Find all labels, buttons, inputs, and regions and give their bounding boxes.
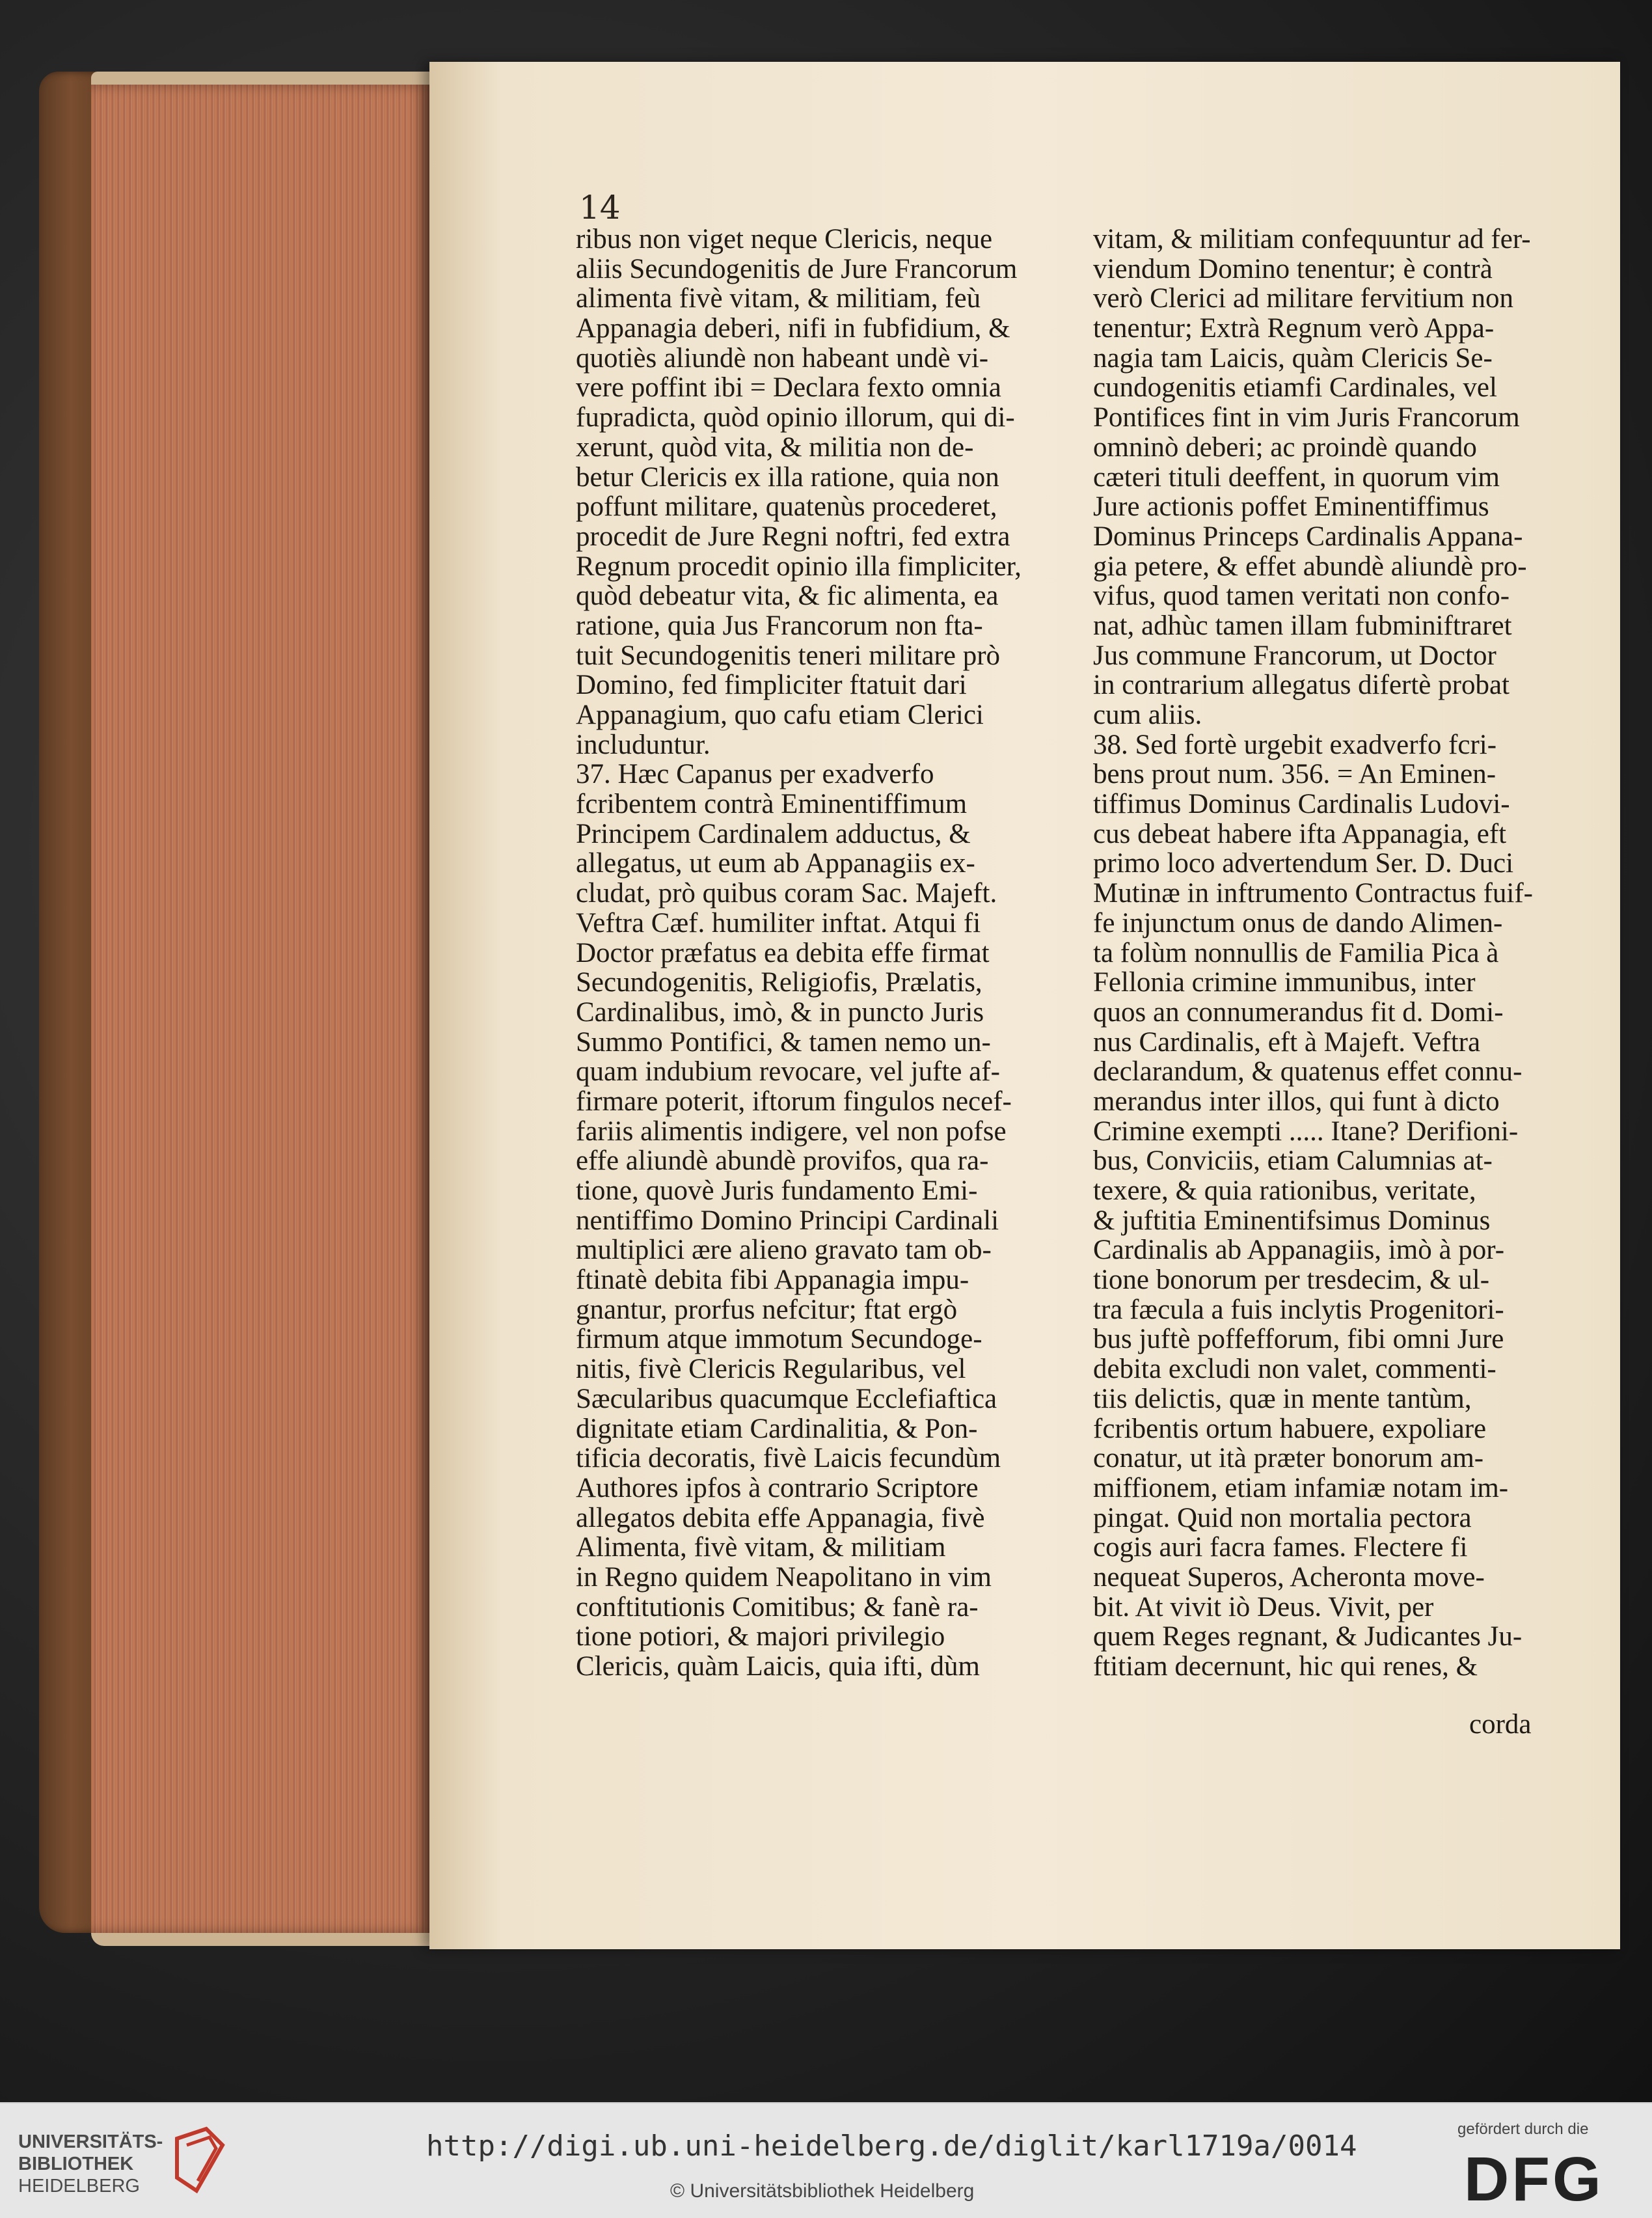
text-line: ftinatè debita fibi Appanagia impu-	[576, 1265, 969, 1296]
text-line: bens prout num. 356. = An Eminen-	[1093, 759, 1496, 790]
text-line: nentiffimo Domino Principi Cardinali	[576, 1205, 999, 1236]
text-line: gnantur, prorfus nefcitur; ftat ergò	[576, 1294, 958, 1325]
text-line: betur Clericis ex illa ratione, quia non	[576, 461, 999, 493]
text-line: Jure actionis poffet Eminentiffimus	[1093, 491, 1489, 523]
ub-logo-mark-icon	[170, 2126, 229, 2197]
text-line: fcribentem contrà Eminentiffimum	[576, 789, 968, 820]
text-line: omninò deberi; ac proindè quando	[1093, 431, 1477, 463]
text-line: alimenta fivè vitam, & militiam, feù	[576, 283, 981, 314]
page-edges	[91, 85, 429, 1933]
text-line: Cardinalibus, imò, & in puncto Juris	[576, 996, 984, 1028]
text-line: Appanagium, quo cafu etiam Clerici	[576, 700, 984, 730]
text-line: cludat, prò quibus coram Sac. Majeft.	[576, 878, 997, 909]
text-line: allegatus, ut eum ab Appanagiis ex-	[576, 848, 975, 879]
viewer-footer	[0, 2102, 1652, 2218]
catchword: corda	[1469, 1709, 1532, 1740]
text-line: vifus, quod tamen veritati non confo-	[1093, 581, 1510, 612]
right-text-column	[1093, 225, 1597, 1682]
text-line: fariis alimentis indigere, vel non pofse	[576, 1116, 1007, 1147]
document-url[interactable]: http://digi.ub.uni-heidelberg.de/diglit/karl1719a/0014	[426, 2129, 1357, 2163]
text-line: quem Reges regnant, & Judicantes Ju-	[1093, 1621, 1523, 1652]
text-line: Jus commune Francorum, ut Doctor	[1093, 640, 1496, 671]
text-line: nus Cardinalis, eft à Majeft. Veftra	[1093, 1026, 1481, 1058]
text-line: quòd debeatur vita, & fic alimenta, ea	[576, 581, 999, 612]
text-line: procedit de Jure Regni noftri, fed extra	[576, 521, 1010, 552]
text-line: Secundogenitis, Religiofis, Prælatis,	[576, 967, 982, 998]
text-line: tuit Secundogenitis teneri militare prò	[576, 640, 1001, 671]
text-line: texere, & quia rationibus, veritate,	[1093, 1175, 1476, 1206]
text-line: tiis delictis, quæ in mente tantùm,	[1093, 1383, 1472, 1414]
text-line: tenentur; Extrà Regnum verò Appa-	[1093, 313, 1495, 344]
text-line: cum aliis.	[1093, 700, 1202, 730]
text-line: merandus inter illos, qui funt à dicto	[1093, 1086, 1500, 1117]
text-line: cus debeat habere ifta Appanagia, eft	[1093, 818, 1507, 849]
text-line: effe aliundè abundè provifos, qua ra-	[576, 1145, 989, 1177]
text-line: quotiès aliundè non habeant undè vi-	[576, 342, 989, 374]
text-line: tiffimus Dominus Cardinalis Ludovi-	[1093, 789, 1510, 820]
text-line: Veftra Cæf. humiliter inftat. Atqui fi	[576, 907, 981, 938]
copyright-notice: © Universitätsbibliothek Heidelberg	[670, 2180, 975, 2202]
text-line: Regnum procedit opinio illa fimpliciter,	[576, 551, 1022, 582]
text-line: quos an connumerandus fit d. Domi-	[1093, 996, 1504, 1028]
text-line: Dominus Princeps Cardinalis Appana-	[1093, 521, 1523, 552]
text-line: nitis, fivè Clericis Regularibus, vel	[576, 1354, 966, 1385]
text-line: pingat. Quid non mortalia pectora	[1093, 1502, 1472, 1533]
text-line: miffionem, etiam infamiæ notam im-	[1093, 1472, 1509, 1503]
text-line: Sæcularibus quacumque Ecclefiaftica	[576, 1383, 997, 1414]
text-line: bus, Conviciis, etiam Calumnias at-	[1093, 1145, 1493, 1177]
text-line: multiplici ære alieno gravato tam ob-	[576, 1235, 992, 1266]
text-line: dignitate etiam Cardinalitia, & Pon-	[576, 1413, 978, 1444]
logo-text-line3: HEIDELBERG	[18, 2176, 140, 2197]
text-line: 37. Hæc Capanus per exadverfo	[576, 759, 934, 790]
text-line: tra fæcula a fuis inclytis Progenitori-	[1093, 1294, 1504, 1325]
text-line: Authores ipfos à contrario Scriptore	[576, 1472, 979, 1503]
text-line: Crimine exempti ..... Itane? Derifioni-	[1093, 1116, 1519, 1147]
text-line: nagia tam Laicis, quàm Clericis Se-	[1093, 342, 1493, 374]
text-line: viendum Domino tenentur; è contrà	[1093, 253, 1493, 284]
text-line: primo loco advertendum Ser. D. Duci	[1093, 848, 1514, 879]
text-line: includuntur.	[576, 729, 711, 760]
text-line: tione potiori, & majori privilegio	[576, 1621, 945, 1652]
text-line: vitam, & militiam confequuntur ad fer-	[1093, 224, 1531, 254]
text-line: fcribentis ortum habuere, expoliare	[1093, 1413, 1487, 1444]
dfg-logo[interactable]: DFG	[1464, 2144, 1604, 2214]
text-line: in Regno quidem Neapolitano in vim	[576, 1561, 992, 1593]
text-line: Pontifices fint in vim Juris Francorum	[1093, 402, 1520, 433]
text-line: fupradicta, quòd opinio illorum, qui di-	[576, 402, 1015, 433]
text-line: allegatos debita effe Appanagia, fivè	[576, 1502, 985, 1533]
text-line: tione bonorum per tresdecim, & ul-	[1093, 1265, 1490, 1296]
text-line: in contrarium allegatus difertè probat	[1093, 670, 1510, 701]
text-line: ftitiam decernunt, hic qui renes, &	[1093, 1651, 1478, 1682]
text-line: conatur, ut ità præter bonorum am-	[1093, 1443, 1484, 1474]
text-line: ta folùm nonnullis de Familia Pica à	[1093, 937, 1499, 968]
text-line: tione, quovè Juris fundamento Emi-	[576, 1175, 978, 1206]
text-line: bus juftè poffefforum, fibi omni Jure	[1093, 1324, 1504, 1355]
text-line: Alimenta, fivè vitam, & militiam	[576, 1532, 946, 1563]
text-line: tificia decoratis, fivè Laicis fecundùm	[576, 1443, 1001, 1474]
text-line: Fellonia crimine immunibus, inter	[1093, 967, 1476, 998]
text-line: verò Clerici ad militare fervitium non	[1093, 283, 1513, 314]
text-line: conftitutionis Comitibus; & fanè ra-	[576, 1591, 979, 1622]
text-line: nequeat Superos, Acheronta move-	[1093, 1561, 1485, 1593]
page-number: 14	[579, 189, 621, 226]
text-line: Mutinæ in inftrumento Contractus fuif-	[1093, 878, 1533, 909]
text-line: cundogenitis etiamfi Cardinales, vel	[1093, 372, 1497, 404]
text-line: nat, adhùc tamen illam fubminiftraret	[1093, 610, 1512, 641]
text-line: Domino, fed fimpliciter ftatuit dari	[576, 670, 967, 701]
text-line: Cardinalis ab Appanagiis, imò à por-	[1093, 1235, 1505, 1266]
text-line: bit. At vivit iò Deus. Vivit, per	[1093, 1591, 1434, 1622]
text-line: firmare poterit, iftorum fingulos necef-	[576, 1086, 1012, 1117]
text-line: cæteri tituli deeffent, in quorum vim	[1093, 461, 1500, 493]
left-text-column	[576, 225, 1070, 1682]
text-line: aliis Secundogenitis de Jure Francorum	[576, 253, 1018, 284]
text-line: Principem Cardinalem adductus, &	[576, 818, 971, 849]
logo-text-line2: BIBLIOTHEK	[18, 2154, 134, 2174]
text-line: Appanagia deberi, nifi in fubfidium, &	[576, 313, 1010, 344]
ub-heidelberg-logo[interactable]	[18, 2131, 163, 2197]
text-line: quam indubium revocare, vel jufte af-	[576, 1056, 1000, 1088]
text-line: 38. Sed fortè urgebit exadverfo fcri-	[1093, 729, 1497, 760]
text-line: debita excludi non valet, commenti-	[1093, 1354, 1496, 1385]
text-line: xerunt, quòd vita, & militia non de-	[576, 431, 974, 463]
text-line: Summo Pontifici, & tamen nemo un-	[576, 1026, 991, 1058]
text-line: cogis auri facra fames. Flectere fi	[1093, 1532, 1468, 1563]
text-line: poffunt militare, quatenùs procederet,	[576, 491, 997, 523]
text-line: Clericis, quàm Laicis, quia ifti, dùm	[576, 1651, 980, 1682]
text-line: Doctor præfatus ea debita effe firmat	[576, 937, 990, 968]
funder-label: gefördert durch die	[1457, 2120, 1589, 2138]
text-line: ratione, quia Jus Francorum non fta-	[576, 610, 983, 641]
text-line: vere poffint ibi = Declara fexto omnia	[576, 372, 1001, 404]
text-line: & juftitia Eminentifsimus Dominus	[1093, 1205, 1491, 1236]
text-line: gia petere, & effet abundè aliundè pro-	[1093, 551, 1527, 582]
text-line: firmum atque immotum Secundoge-	[576, 1324, 982, 1355]
text-line: declarandum, & quatenus effet connu-	[1093, 1056, 1523, 1088]
text-line: ribus non viget neque Clericis, neque	[576, 224, 993, 254]
text-line: fe injunctum onus de dando Alimen-	[1093, 907, 1503, 938]
logo-text-line1: UNIVERSITÄTS-	[18, 2131, 163, 2152]
